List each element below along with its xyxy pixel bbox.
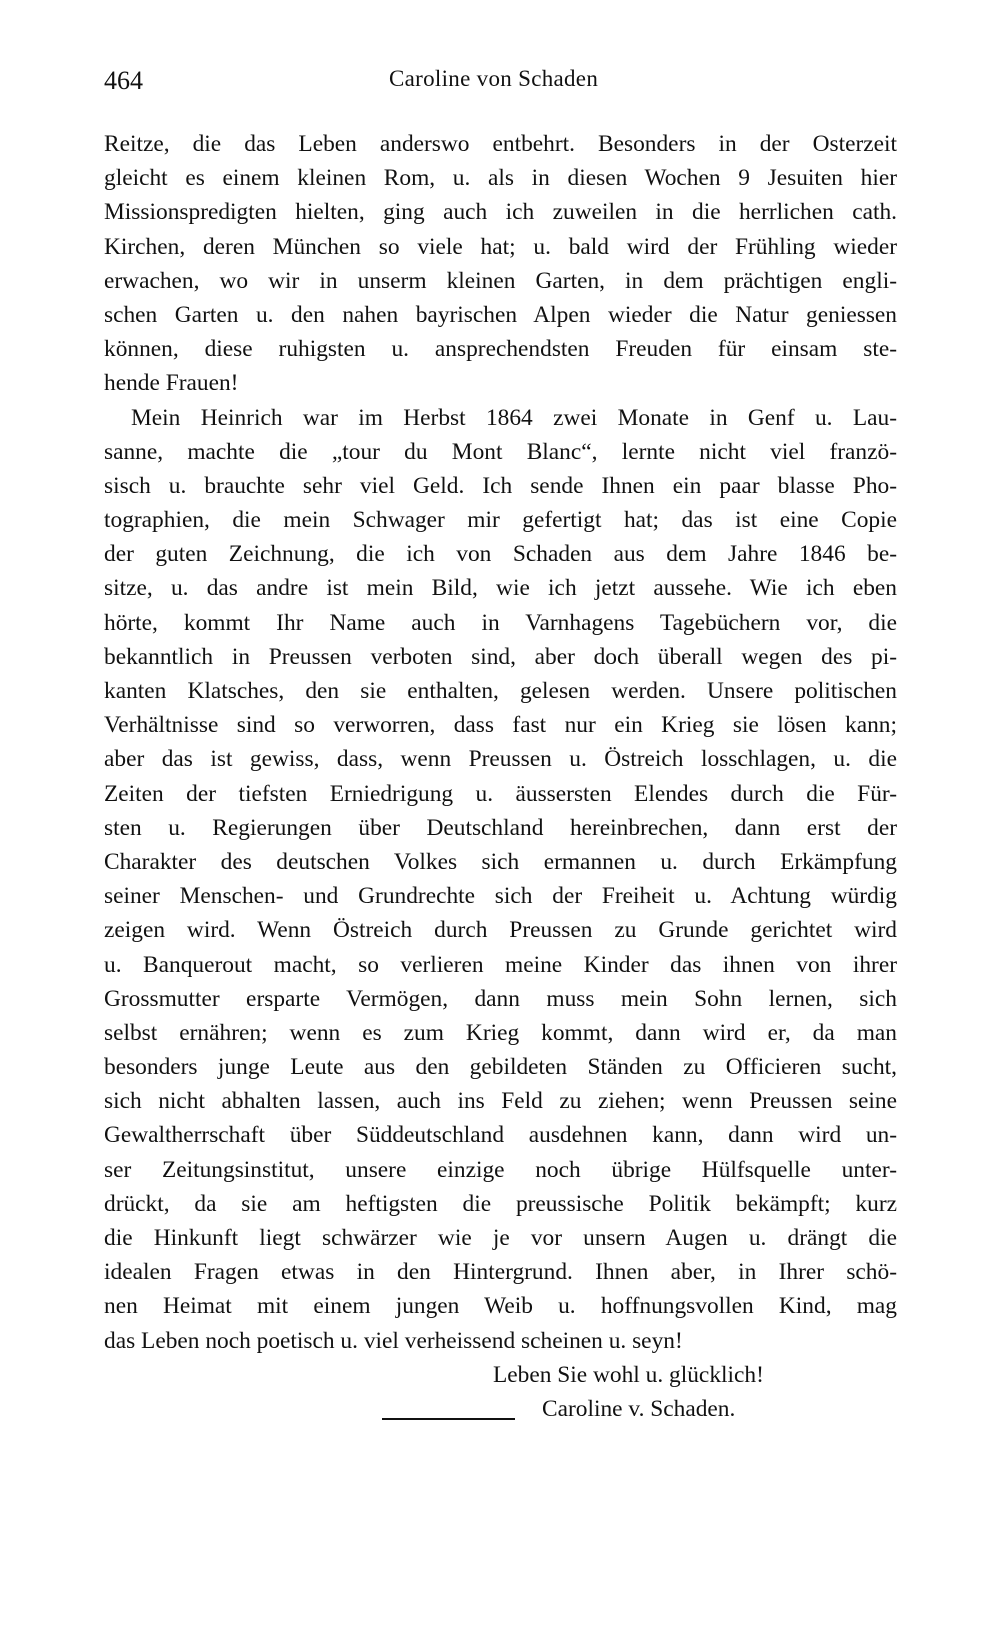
text-line: Gewaltherrschaft über Süddeutschland ausdehnen kann, dann wird un- <box>104 1122 897 1149</box>
text-line: selbst ernähren; wenn es zum Krieg kommt, dann wird er, da man <box>104 1019 897 1046</box>
text-line: u. Banquerout macht, so verlieren meine Kinder das ihnen von ihrer <box>104 951 897 978</box>
farewell-line: Leben Sie wohl u. glücklich! <box>493 1361 764 1388</box>
text-line: Kirchen, deren München so viele hat; u. bald wird der Frühling wieder <box>104 233 897 260</box>
text-line: idealen Fragen etwas in den Hintergrund. Ihnen aber, in Ihrer schö- <box>104 1259 897 1286</box>
text-line: seiner Menschen- und Grundrechte sich der Freiheit u. Achtung würdig <box>104 883 897 910</box>
text-line: tographien, die mein Schwager mir gefertigt hat; das ist eine Copie <box>104 507 897 534</box>
text-line: kanten Klatsches, den sie enthalten, gelesen werden. Unsere politischen <box>104 678 897 704</box>
text-line: der guten Zeichnung, die ich von Schaden aus dem Jahre 1846 be- <box>104 541 897 568</box>
letter-body <box>104 127 897 1358</box>
text-line: Grossmutter ersparte Vermögen, dann muss mein Sohn lernen, sich <box>104 985 897 1012</box>
text-line: sisch u. brauchte sehr viel Geld. Ich sende Ihnen ein paar blasse Pho- <box>104 472 897 499</box>
text-line: können, diese ruhigsten u. ansprechendsten Freuden für einsam ste- <box>104 336 897 363</box>
text-line: Reitze, die das Leben anderswo entbehrt. Besonders in der Osterzeit <box>104 131 897 157</box>
text-line: erwachen, wo wir in unserm kleinen Garten, in dem prächtigen engli- <box>104 267 897 294</box>
signature: Caroline v. Schaden. <box>542 1395 736 1422</box>
section-divider <box>382 1418 515 1420</box>
text-line: gleicht es einem kleinen Rom, u. als in diesen Wochen 9 Jesuiten hier <box>104 165 897 192</box>
text-line: schen Garten u. den nahen bayrischen Alpen wieder die Natur geniessen <box>104 301 897 328</box>
letter-closing <box>104 1358 897 1426</box>
text-line: hörte, kommt Ihr Name auch in Varnhagens Tagebüchern vor, die <box>104 609 897 636</box>
text-line: das Leben noch poetisch u. viel verheissend scheinen u. seyn! <box>104 1327 683 1354</box>
paragraph-2 <box>104 401 897 1358</box>
page-number: 464 <box>104 66 143 95</box>
running-title: Caroline von Schaden <box>389 66 599 91</box>
page-header <box>104 62 897 102</box>
text-line: ser Zeitungsinstitut, unsere einzige noch übrige Hülfsquelle unter- <box>104 1156 897 1183</box>
text-line: zeigen wird. Wenn Östreich durch Preussen zu Grunde gerichtet wird <box>104 917 897 944</box>
text-line: die Hinkunft liegt schwärzer wie je vor unsern Augen u. drängt die <box>104 1225 897 1251</box>
text-line: Verhältnisse sind so verworren, dass fast nur ein Krieg sie lösen kann; <box>104 712 897 739</box>
text-line: nen Heimat mit einem jungen Weib u. hoffnungsvollen Kind, mag <box>104 1293 897 1320</box>
text-line: sten u. Regierungen über Deutschland hereinbrechen, dann erst der <box>104 814 897 841</box>
text-line: Charakter des deutschen Volkes sich ermannen u. durch Erkämpfung <box>104 848 897 875</box>
text-line: bekanntlich in Preussen verboten sind, aber doch überall wegen des pi- <box>104 643 897 670</box>
text-line: sich nicht abhalten lassen, auch ins Feld zu ziehen; wenn Preussen seine <box>104 1088 897 1115</box>
paragraph-1 <box>104 127 897 401</box>
text-line: Zeiten der tiefsten Erniedrigung u. äussersten Elendes durch die Für- <box>104 780 897 807</box>
document-page <box>104 62 897 1426</box>
text-line: hende Frauen! <box>104 370 239 397</box>
text-line: sanne, machte die „tour du Mont Blanc“, lernte nicht viel franzö- <box>104 438 897 465</box>
text-line: aber das ist gewiss, dass, wenn Preussen u. Östreich losschlagen, u. die <box>104 746 897 773</box>
text-line: drückt, da sie am heftigsten die preussische Politik bekämpft; kurz <box>104 1190 897 1217</box>
text-line: sitze, u. das andre ist mein Bild, wie ich jetzt aussehe. Wie ich eben <box>104 575 897 602</box>
text-line: Mein Heinrich war im Herbst 1864 zwei Monate in Genf u. Lau- <box>131 404 897 431</box>
text-line: besonders junge Leute aus den gebildeten Ständen zu Officieren sucht, <box>104 1054 897 1081</box>
text-line: Missionspredigten hielten, ging auch ich zuweilen in die herrlichen cath. <box>104 199 897 226</box>
